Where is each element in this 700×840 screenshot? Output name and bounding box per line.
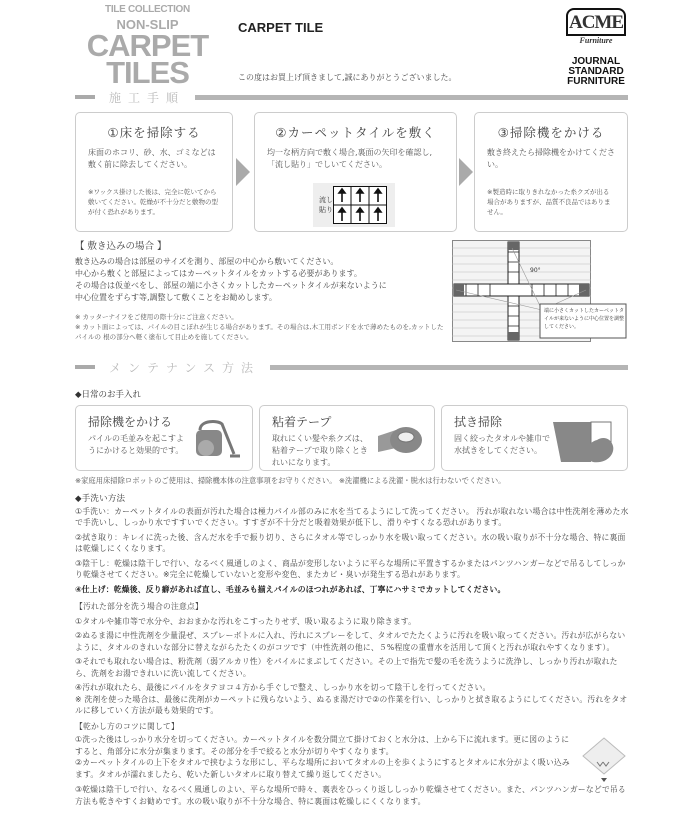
daily-card-tape <box>259 405 435 471</box>
note-line: ※ カッターナイフをご使用の際十分にご注意ください。 <box>75 313 238 321</box>
step-title: ②カーペットタイルを敷く <box>275 125 436 140</box>
step-1 <box>75 112 233 232</box>
dry-step: ③乾燥は陰干しで行い、なるべく風通しのよい、平らな場所で時々、裏表をひっくり返ししっかり乾燥させてください。また、パンツハンガーなどで吊る方法も乾きやすくお勧めです。水の吸い取りが不十分な場合、特に裏面は乾燥しにくくなります。 <box>75 785 626 806</box>
stain-note: ※ 洗剤を使った場合は、最後に洗剤がカーペットに残らないよう、ぬるま湯だけで②の作業を行い、しっかりと拭き取るようにしてください。汚れをタオルに移していく方法が最も効果的です。 <box>75 694 628 715</box>
step-note: ※製造時に取りきれなかった糸クズが出る場合がありますが、品質不良品ではありません。 <box>487 188 611 216</box>
section-title: 施工手順 <box>109 90 186 105</box>
section-header-install <box>75 90 628 104</box>
step-title: ①床を掃除する <box>107 125 201 140</box>
tile-drying-icon <box>579 734 629 784</box>
subsection-heading: 【 敷き込みの場合 】 <box>75 241 167 252</box>
note-line: ※ カット面によっては、パイルの目こぼれが生じる場合があります。その場合は,木工用ボンドを水で薄めたものを,カットしたパイルの 根の部分へ軽く塗布して目止めを施してください。 <box>75 323 444 341</box>
card-title: 粘着テープ <box>272 415 332 429</box>
angle-label: 90° <box>530 267 541 274</box>
step-body: 床面のホコリ、砂、水、ゴミなどは敷く前に除去してください。 <box>88 148 216 169</box>
carpet-label: CARPET <box>86 28 209 63</box>
subsection-heading: 【乾かし方のコツに関して】 <box>75 721 179 731</box>
brand-line: JOURNAL <box>571 56 621 67</box>
step-2 <box>254 112 457 232</box>
step-3 <box>474 112 628 232</box>
collection-label: TILE COLLECTION <box>105 4 190 15</box>
step-note: ※ワックス掛けした後は、完全に乾いてから敷いてください。乾燥が不十分だと敷物の型が付く恐れがあります。 <box>88 188 218 216</box>
stain-step: ②ぬるま湯に中性洗剤を少量混ぜ、スプレーボトルに入れ、汚れにスプレーをして、タオルでたたくように汚れを吸い取ってください。汚れが広がらないように、タオルのきれいな部分に替えながらたたくのがコツです（中性洗剤の他に、５%程度の重曹水を活用して頂くと汚れが取れやすくなります）。 <box>75 631 626 652</box>
dry-step: ②カーペットタイルの上下をタオルで挟むような形にし、平らな場所においてタオルの上を歩くようにするとタオルに水分がよく吸い込みます。タオルが濡れましたら、乾いた新しいタオルに取り替えて繰り返してください。 <box>75 758 570 779</box>
text-line: その場合は仮並べをし、部屋の端に小さくカットしたカーペットタイルが来ないように <box>75 281 387 290</box>
subsection-heading: ◆日常のお手入れ <box>75 390 142 400</box>
card-title: 掃除機をかける <box>88 415 173 429</box>
text-line: 中心位置をずらす等,調整して敷くことをお勧めします。 <box>75 293 277 302</box>
card-title: 拭き掃除 <box>454 415 503 429</box>
stain-step: ③それでも取れない場合は、粉洗剤（弱アルカリ性）をパイルにまぶしてください。その上で指先で髪の毛を洗うように洗浄し、しっかり汚れが取れたら、洗剤をお湯できれいに洗い流してください。 <box>75 657 618 678</box>
tape-icon <box>376 418 424 460</box>
stain-step: ④汚れが取れたら、最後にパイルをタテヨコ４方から手ぐしで整え、しっかり水を切って陰干しを行ってください。 <box>75 683 491 692</box>
dry-step: ①洗った後はしっかり水分を切ってください。カーペットタイルを数分間立て掛けておくと水分は、上から下に流れます。更に図のようにすると、角部分に水分が集まります。その部分を手で絞ると水分が切りやすくなります。 <box>75 735 570 756</box>
text-line: 中心から敷くと部屋によってはカーペットタイルをカットする必要があります。 <box>75 269 362 278</box>
daily-card-wipe <box>441 405 628 471</box>
diagram-callout: 端に小さくカットしたカーペットタイルが来ないように中心位置を調整してください。 <box>544 308 625 330</box>
section-title: メンテナンス方法 <box>109 360 261 375</box>
nonslip-label: NON-SLIP <box>116 17 179 32</box>
step-title: ③掃除機をかける <box>497 125 605 140</box>
brand-line: FURNITURE <box>567 76 625 87</box>
section-header-maintenance <box>75 360 628 374</box>
arrow-grid-icon <box>333 186 387 224</box>
card-body: 取れにくい髪や糸クズは、粘着テープで取り除くときれいになります。 <box>272 434 368 467</box>
stain-step: ①タオルや雑巾等で水分や、おおまかな汚れをこすったりせず、吸い取るように取り除きます。 <box>75 616 417 626</box>
wash-section <box>75 494 630 807</box>
arrow-right-icon <box>236 158 250 186</box>
page-title: CARPET TILE <box>238 20 324 35</box>
step-body: 敷き終えたら掃除機をかけてください。 <box>487 148 615 169</box>
greeting: この度はお買上げ頂きまして,誠にありがとうございました。 <box>238 73 457 82</box>
subsection-heading: ◆手洗い方法 <box>75 494 126 504</box>
towel-hand-icon <box>551 418 617 464</box>
diagram-label: 流し貼り <box>319 196 333 214</box>
card-body: 固く絞ったタオルや雑巾で水拭きをしてください。 <box>454 434 550 455</box>
text-line: 敷き込みの場合は部屋のサイズを測り、部屋の中心から敷いてください。 <box>75 257 339 266</box>
brand-line: STANDARD <box>568 66 624 77</box>
wash-step: ③陰干し：乾燥は陰干しで行い、なるべく風通しのよく、商品が変形しないように平らな場所に平置きするかまたはパンツハンガーなどで吊るしてしっかり乾燥させてください。※完全に乾燥していないと変形や変色、またカビ・臭いが発生する恐れがあります。 <box>75 558 626 579</box>
wash-step: ②拭き取り：キレイに洗った後、含んだ水を手で振り切り、さらにタオル等でしっかり水を吸い取ってください。水の吸い取りが不十分な場合、特に裏面は乾燥しにくくなります。 <box>75 532 626 553</box>
step-body: 均一な柄方向で敷く場合,裏面の矢印を確認し,「流し貼り」でしいてください。 <box>267 148 433 169</box>
arrow-right-icon <box>459 158 473 186</box>
shikikomi-section <box>75 238 445 342</box>
wash-step: ①手洗い：カーペットタイルの表面が汚れた場合は極力パイル部のみに水を当てるようにして洗ってください。 汚れが取れない場合は中性洗剤を薄めた水で手洗いし、しっかり水ですすいでください。すすぎが不十分だと吸着効果が低下し、滑りやすくなる恐れがあります。 <box>75 506 629 527</box>
daily-card-vacuum <box>75 405 253 471</box>
vacuum-icon <box>194 418 242 460</box>
room-layout-diagram <box>452 240 628 342</box>
daily-note: ※家庭用床掃除ロボットのご使用は、掃除機本体の注意事項をお守りください。 ※洗濯機による洗濯・脱水は行わないでください。 <box>75 476 506 485</box>
collection-logo <box>75 4 220 90</box>
tile-arrow-diagram <box>313 183 395 227</box>
card-body: パイルの毛並みを起こすようにかけると効果的です。 <box>88 434 184 455</box>
acme-logo: ACME Furniture JOURNAL STANDARD FURNITURE <box>562 8 630 87</box>
tiles-label: TILES <box>106 55 189 90</box>
wash-step-final: ④仕上げ：乾燥後、反り癖があれば直し、毛並みも揃えパイルのほつれがあれば、丁寧にハサミでカットしてください。 <box>75 584 506 594</box>
subsection-heading: 【汚れた部分を洗う場合の注意点】 <box>75 602 203 611</box>
